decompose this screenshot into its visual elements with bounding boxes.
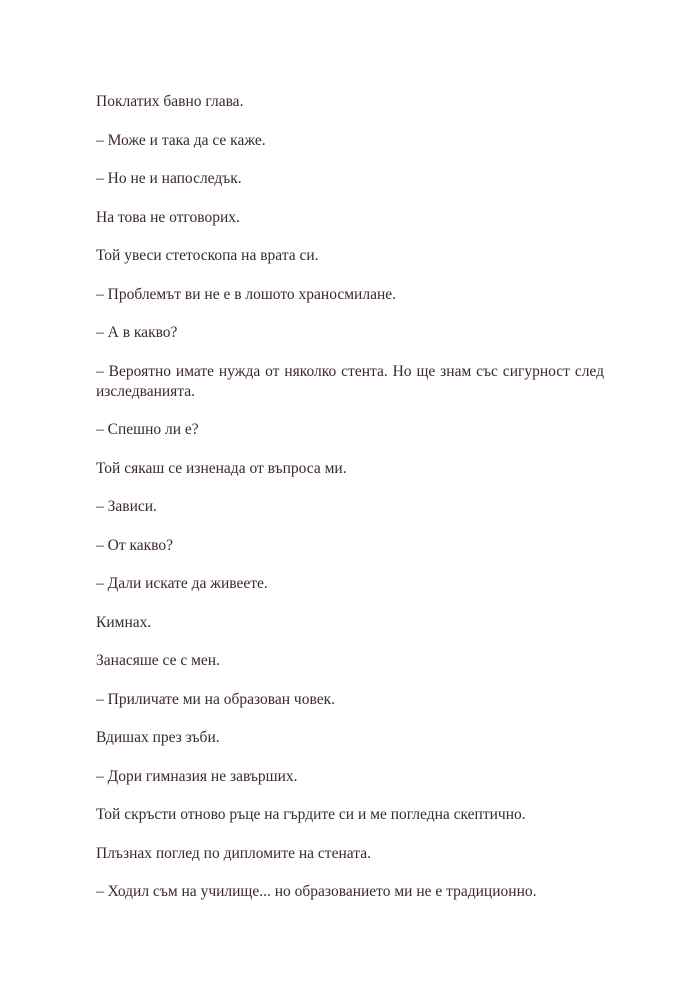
paragraph: – Дали искате да живеете.	[96, 575, 268, 592]
paragraph: – Приличате ми на образован човек.	[96, 690, 335, 708]
paragraph: Той скръсти отново ръце на гърдите си и ме погледна скептично.	[96, 806, 526, 823]
paragraph: – Ходил съм на училище... но образованието ми не е традиционно.	[96, 883, 537, 900]
paragraph: Кимнах.	[96, 613, 152, 631]
text-body	[96, 92, 604, 921]
paragraph: Занасяше се с мен.	[96, 652, 220, 669]
paragraph: Той увеси стетоскопа на врата си.	[96, 247, 319, 264]
paragraph: – А в какво?	[96, 324, 178, 341]
paragraph: Поклатих бавно глава.	[96, 93, 244, 110]
paragraph: Вдишах през зъби.	[96, 729, 220, 746]
paragraph: – Може и така да се каже.	[96, 131, 266, 149]
paragraph: – От какво?	[96, 536, 174, 554]
paragraph: – Вероятно имате нужда от няколко стента. Но ще знам със сигурност след изследванията.	[96, 362, 604, 400]
paragraph: – Зависи.	[96, 498, 157, 515]
paragraph: – Дори гимназия не завърших.	[96, 767, 298, 785]
paragraph: – Но не и напоследък.	[96, 170, 242, 187]
paragraph: Той сякаш се изненада от въпроса ми.	[96, 459, 347, 477]
paragraph: – Проблемът ви не е в лошото храносмилане.	[96, 285, 397, 303]
paragraph: Плъзнах поглед по дипломите на стената.	[96, 844, 371, 862]
paragraph: На това не отговорих.	[96, 208, 240, 226]
paragraph: – Спешно ли е?	[96, 421, 199, 438]
